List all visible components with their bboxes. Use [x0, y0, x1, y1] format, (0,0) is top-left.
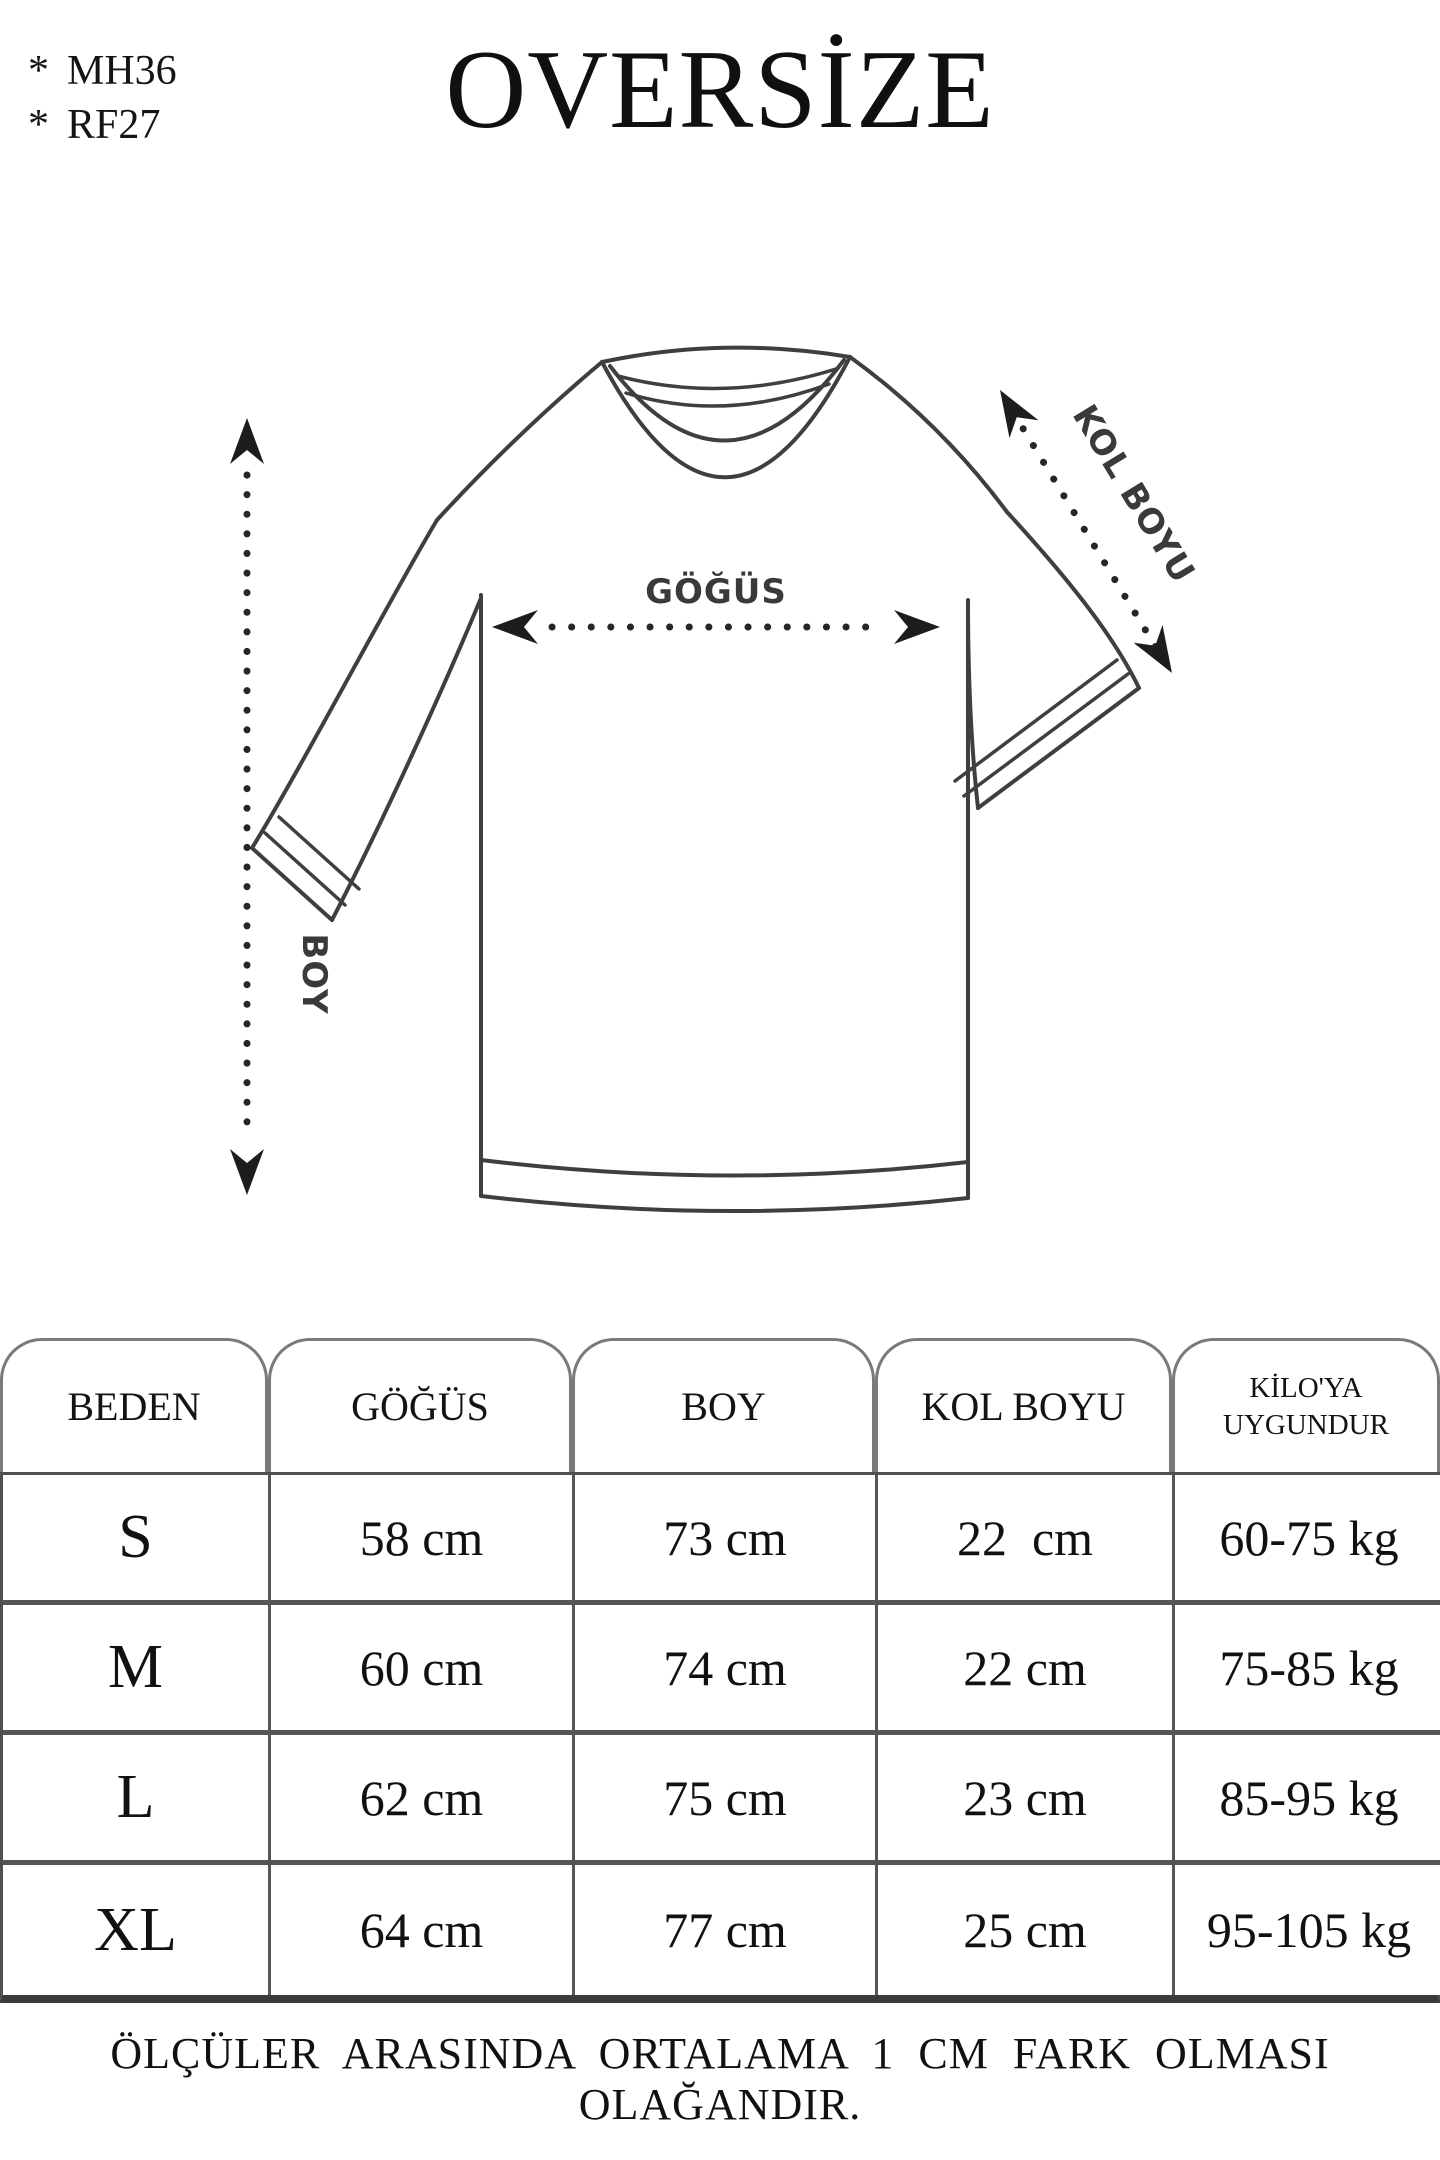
tolerance-note: ÖLÇÜLER ARASINDA ORTALAMA 1 CM FARK OLMASI OLAĞANDIR.	[110, 2029, 1330, 2129]
cell-sleeve: 23 cm	[878, 1735, 1175, 1865]
length-arrow	[230, 418, 334, 1195]
header-cell-kiloya-uygundur	[1172, 1338, 1440, 1472]
cell-chest: 58 cm	[271, 1475, 575, 1605]
header-cell-kol-boyu	[875, 1338, 1172, 1472]
length-arrowhead-down	[230, 1149, 264, 1195]
right-shoulder-seam	[850, 357, 1007, 512]
product-code: RF27	[67, 102, 161, 148]
left-sleeve-outer-edge	[252, 520, 437, 848]
cell-chest: 60 cm	[271, 1605, 575, 1735]
cell-chest: 64 cm	[271, 1865, 575, 1995]
cell-chest: 62 cm	[271, 1735, 575, 1865]
header-cell-gogus	[268, 1338, 572, 1472]
left-cuff-band-line	[279, 817, 359, 889]
right-cuff-band-line	[964, 674, 1128, 796]
hem-seam-line	[481, 1160, 968, 1176]
length-label: BOY	[294, 933, 334, 1015]
cell-length: 73 cm	[575, 1475, 878, 1605]
cell-size: S	[3, 1475, 271, 1605]
cell-sleeve: 22 cm	[878, 1475, 1175, 1605]
cell-length: 75 cm	[575, 1735, 878, 1865]
asterisk-mark: *	[28, 48, 49, 94]
cell-size: M	[3, 1605, 271, 1735]
cell-sleeve: 22 cm	[878, 1605, 1175, 1735]
page-title: OVERSİZE	[445, 28, 995, 152]
chest-label: GÖĞÜS	[645, 572, 787, 612]
left-shoulder-seam	[437, 362, 602, 520]
tshirt-drawing	[252, 348, 1139, 1211]
cell-sleeve: 25 cm	[878, 1865, 1175, 1995]
size-table	[0, 1338, 1440, 2003]
sleeve-arrowhead-down	[1134, 625, 1173, 673]
header-label: BOY	[681, 1384, 766, 1429]
collar-back-line	[602, 348, 850, 362]
header-label: KOL BOYU	[921, 1384, 1126, 1429]
asterisk-mark: *	[28, 102, 49, 148]
chest-arrowhead-right	[894, 610, 940, 644]
cell-weight: 95-105 kg	[1175, 1865, 1440, 1995]
header-cell-boy	[572, 1338, 875, 1472]
size-diagram	[0, 250, 1440, 1260]
sleeve-label: KOL BOYU	[1064, 397, 1203, 591]
cell-weight: 75-85 kg	[1175, 1605, 1440, 1735]
cell-length: 77 cm	[575, 1865, 878, 1995]
cell-weight: 85-95 kg	[1175, 1735, 1440, 1865]
cell-weight: 60-75 kg	[1175, 1475, 1440, 1605]
table-body	[0, 1472, 1440, 2003]
cell-size: XL	[3, 1865, 271, 1995]
tshirt-diagram-svg	[0, 250, 1440, 1260]
table-header-row	[0, 1338, 1440, 1472]
sleeve-arrow	[1000, 390, 1203, 673]
cell-size: L	[3, 1735, 271, 1865]
chest-arrowhead-left	[492, 610, 538, 644]
product-code: MH36	[67, 48, 177, 94]
length-arrowhead-up	[230, 418, 264, 464]
header-label: GÖĞÜS	[351, 1384, 489, 1429]
left-underarm-seam	[332, 598, 481, 920]
right-cuff-edge	[978, 688, 1139, 808]
sleeve-arrowhead-up	[1000, 390, 1039, 438]
collar-rib-line	[618, 369, 836, 388]
right-sleeve-outer-edge	[1007, 512, 1139, 688]
header-cell-beden	[0, 1338, 268, 1472]
header-label: KİLO'YA UYGUNDUR	[1223, 1372, 1389, 1441]
chest-arrow	[492, 571, 940, 644]
hem-bottom-line	[481, 1196, 968, 1211]
header-label: BEDEN	[67, 1384, 201, 1429]
cell-length: 74 cm	[575, 1605, 878, 1735]
